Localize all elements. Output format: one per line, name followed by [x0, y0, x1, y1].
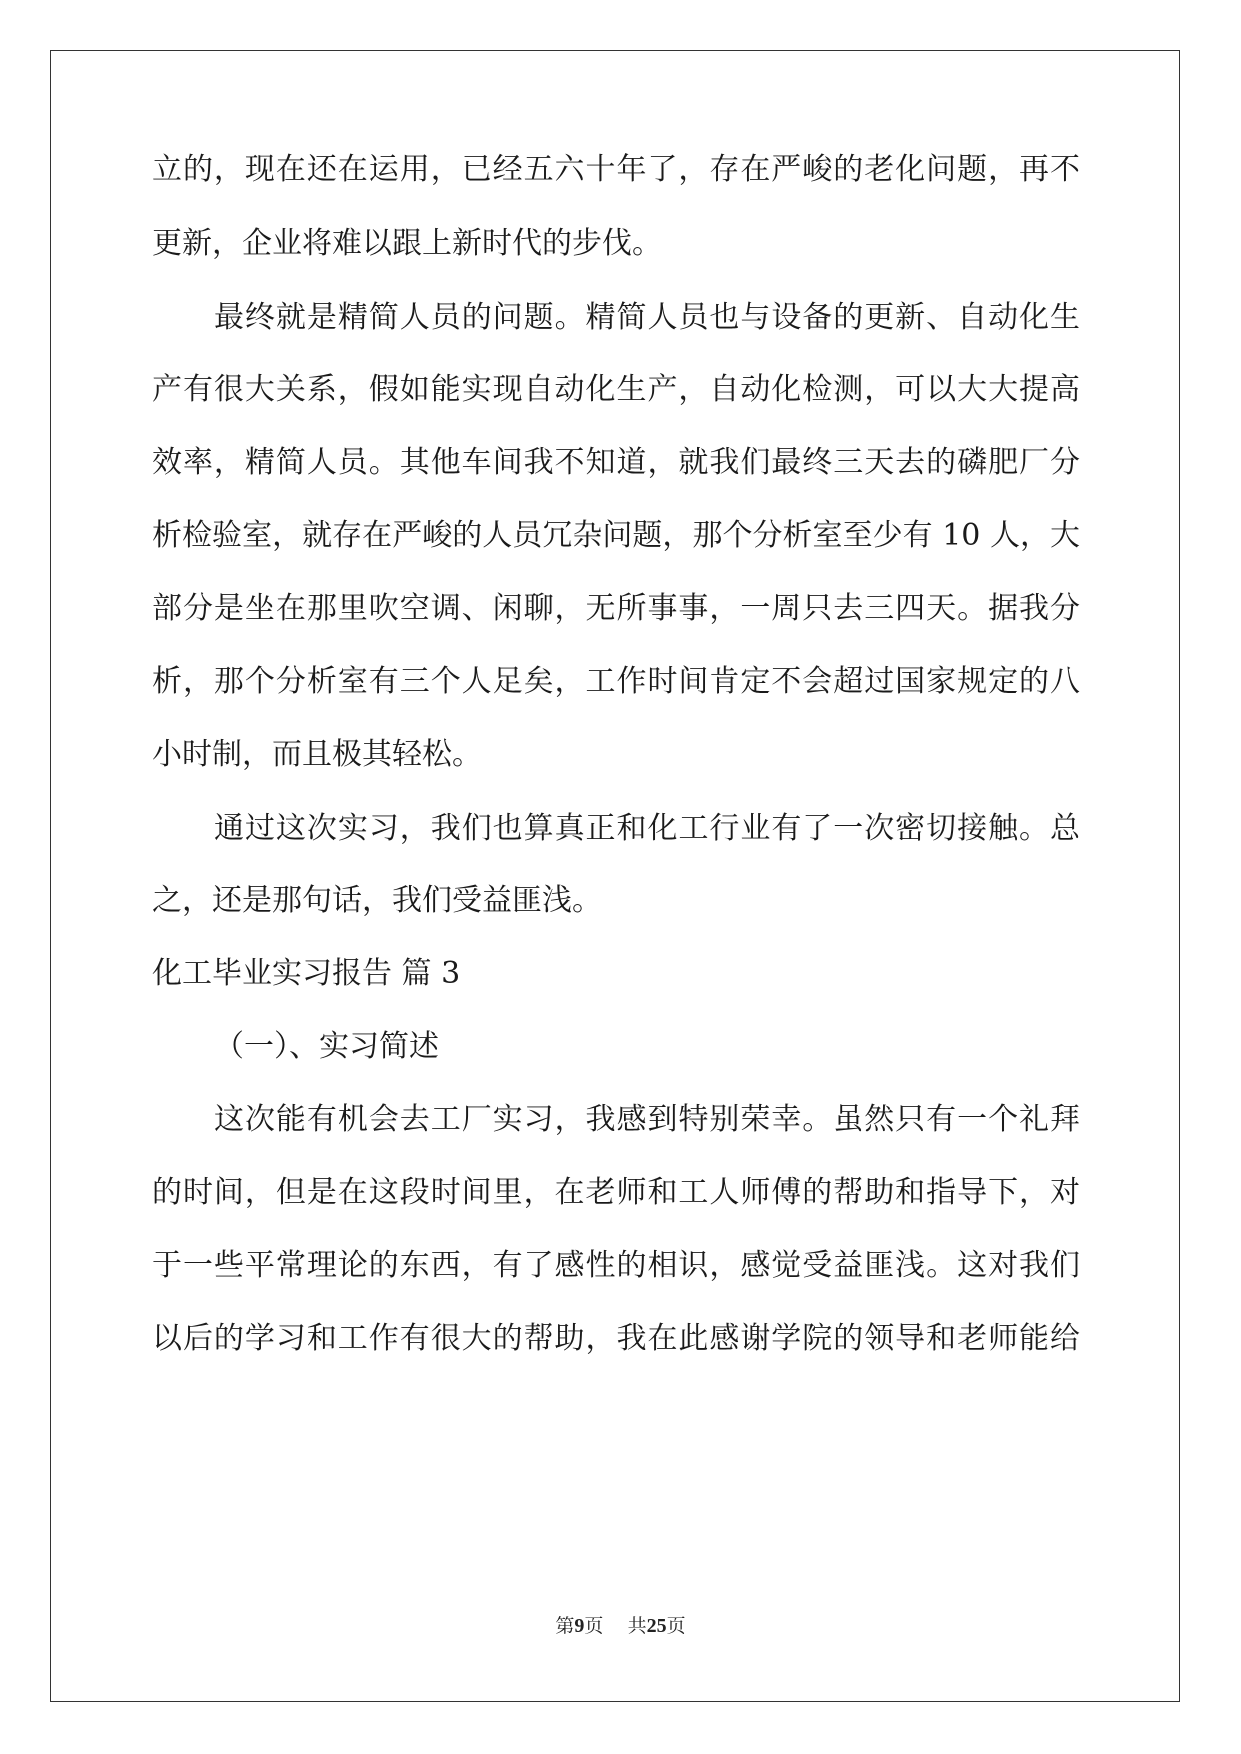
footer-page-number: 9	[574, 1615, 585, 1637]
text-line-1: 立的，现在还在运用，已经五六十年了，存在严峻的老化问题，再不	[152, 152, 1080, 187]
text-line-16: 于一些平常理论的东西，有了感性的相识，感觉受益匪浅。这对我们	[152, 1248, 1080, 1283]
text-line-11: 之，还是那句话，我们受益匪浅。	[152, 883, 602, 918]
text-line-8: 析，那个分析室有三个人足矣，工作时间肯定不会超过国家规定的八	[152, 664, 1080, 699]
text-line-9: 小时制，而且极其轻松。	[152, 737, 482, 772]
paragraph-start-line: 这次能有机会去工厂实习，我感到特别荣幸。虽然只有一个礼拜	[214, 1102, 1080, 1137]
text-line-5: 效率，精简人员。其他车间我不知道，就我们最终三天去的磷肥厂分	[152, 445, 1080, 480]
section-heading: 化工毕业实习报告 篇 3	[152, 956, 461, 991]
text-line-17: 以后的学习和工作有很大的帮助，我在此感谢学院的领导和老师能给	[152, 1321, 1080, 1356]
footer-total-prefix: 共	[627, 1615, 647, 1637]
text-line-4: 产有很大关系，假如能实现自动化生产，自动化检测，可以大大提高	[152, 372, 1080, 407]
subsection-heading: （一）、实习简述	[214, 1029, 439, 1064]
footer-total-pages: 25	[646, 1615, 667, 1637]
paragraph-start-line: 通过这次实习，我们也算真正和化工行业有了一次密切接触。总	[214, 811, 1080, 846]
footer-prefix: 第	[555, 1615, 575, 1637]
text-line-15: 的时间，但是在这段时间里，在老师和工人师傅的帮助和指导下，对	[152, 1175, 1080, 1210]
footer-page-suffix: 页	[584, 1615, 604, 1637]
page-footer	[0, 1614, 1241, 1638]
footer-total-suffix: 页	[666, 1615, 686, 1637]
paragraph-start-line: 最终就是精简人员的问题。精简人员也与设备的更新、自动化生	[214, 300, 1080, 335]
text-line-6: 析检验室，就存在严峻的人员冗杂问题，那个分析室至少有 10 人，大	[152, 518, 1080, 553]
text-line-2: 更新，企业将难以跟上新时代的步伐。	[152, 226, 662, 261]
text-line-7: 部分是坐在那里吹空调、闲聊，无所事事，一周只去三四天。据我分	[152, 591, 1080, 626]
